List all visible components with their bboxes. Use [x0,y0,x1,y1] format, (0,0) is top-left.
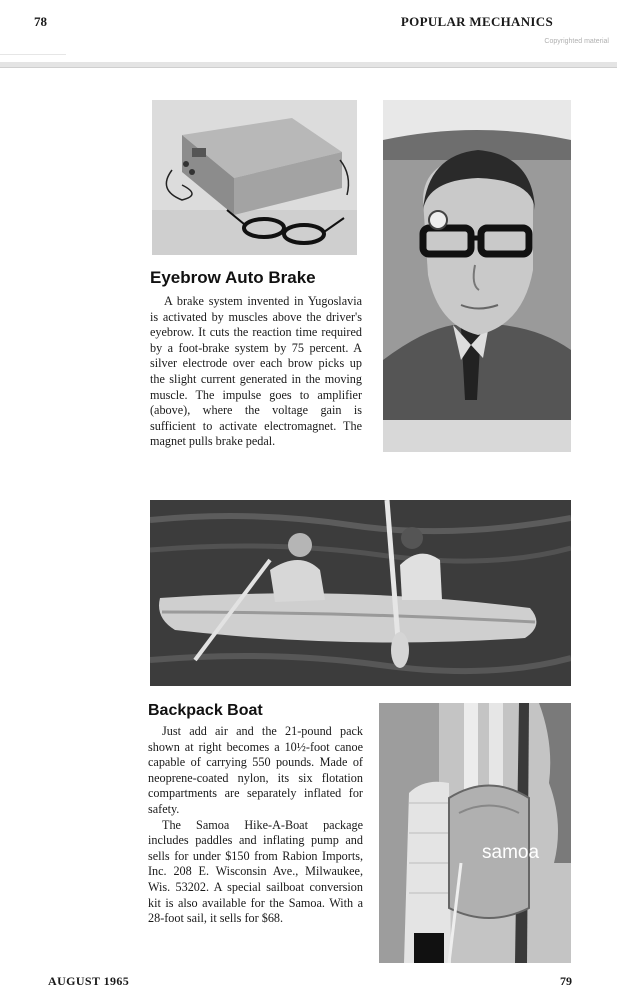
amplifier-photo [152,100,357,255]
left-page-number: 78 [34,14,47,29]
page-header [0,0,617,62]
article1-body [150,294,362,450]
header-rule [0,54,66,55]
article2-paragraph-2: The Samoa Hike-A-Boat package includes paddles and inflating pump and sells for under $150 from Rabion Imports, Inc. 208 E. Wisconsin Ave., Milwaukee, Wis. 53202. A special sailboat conversion kit is also available for the Samoa. With a 28-foot sail, it sells for $68. [148,817,363,926]
magazine-title: POPULAR MECHANICS [400,14,553,29]
issue-date: AUGUST 1965 [48,974,130,988]
driver-photo [383,100,571,452]
pack-logo: samoa [482,842,540,863]
copyright-note: Copyrighted material [544,38,609,45]
article1-paragraph: A brake system invented in Yugoslavia is activated by muscles above the driver's eyebrow. It cuts the reaction time required by a foot-brake system by 75 percent. A silver electrode over each brow picks up the slight current generated in the moving muscle. The impulse goes to amplifier (above), where the voltage gain is sufficient to activate electromagnet. The magnet pulls brake pedal. [150,294,362,449]
article2-paragraph-1: Just add air and the 21-pound pack shown at right becomes a 10½-foot canoe capable of carrying 550 pounds. Made of neoprene-coated nylon, its six flotation compartments are separately inflated for safety. [148,724,363,816]
right-page-number: 79 [560,974,572,988]
article1-title: Eyebrow Auto Brake [150,268,316,287]
article2-title: Backpack Boat [148,702,263,719]
article2-body [148,724,363,927]
page-divider [0,62,617,68]
canoe-photo [150,500,571,686]
backpack-photo [379,703,571,963]
